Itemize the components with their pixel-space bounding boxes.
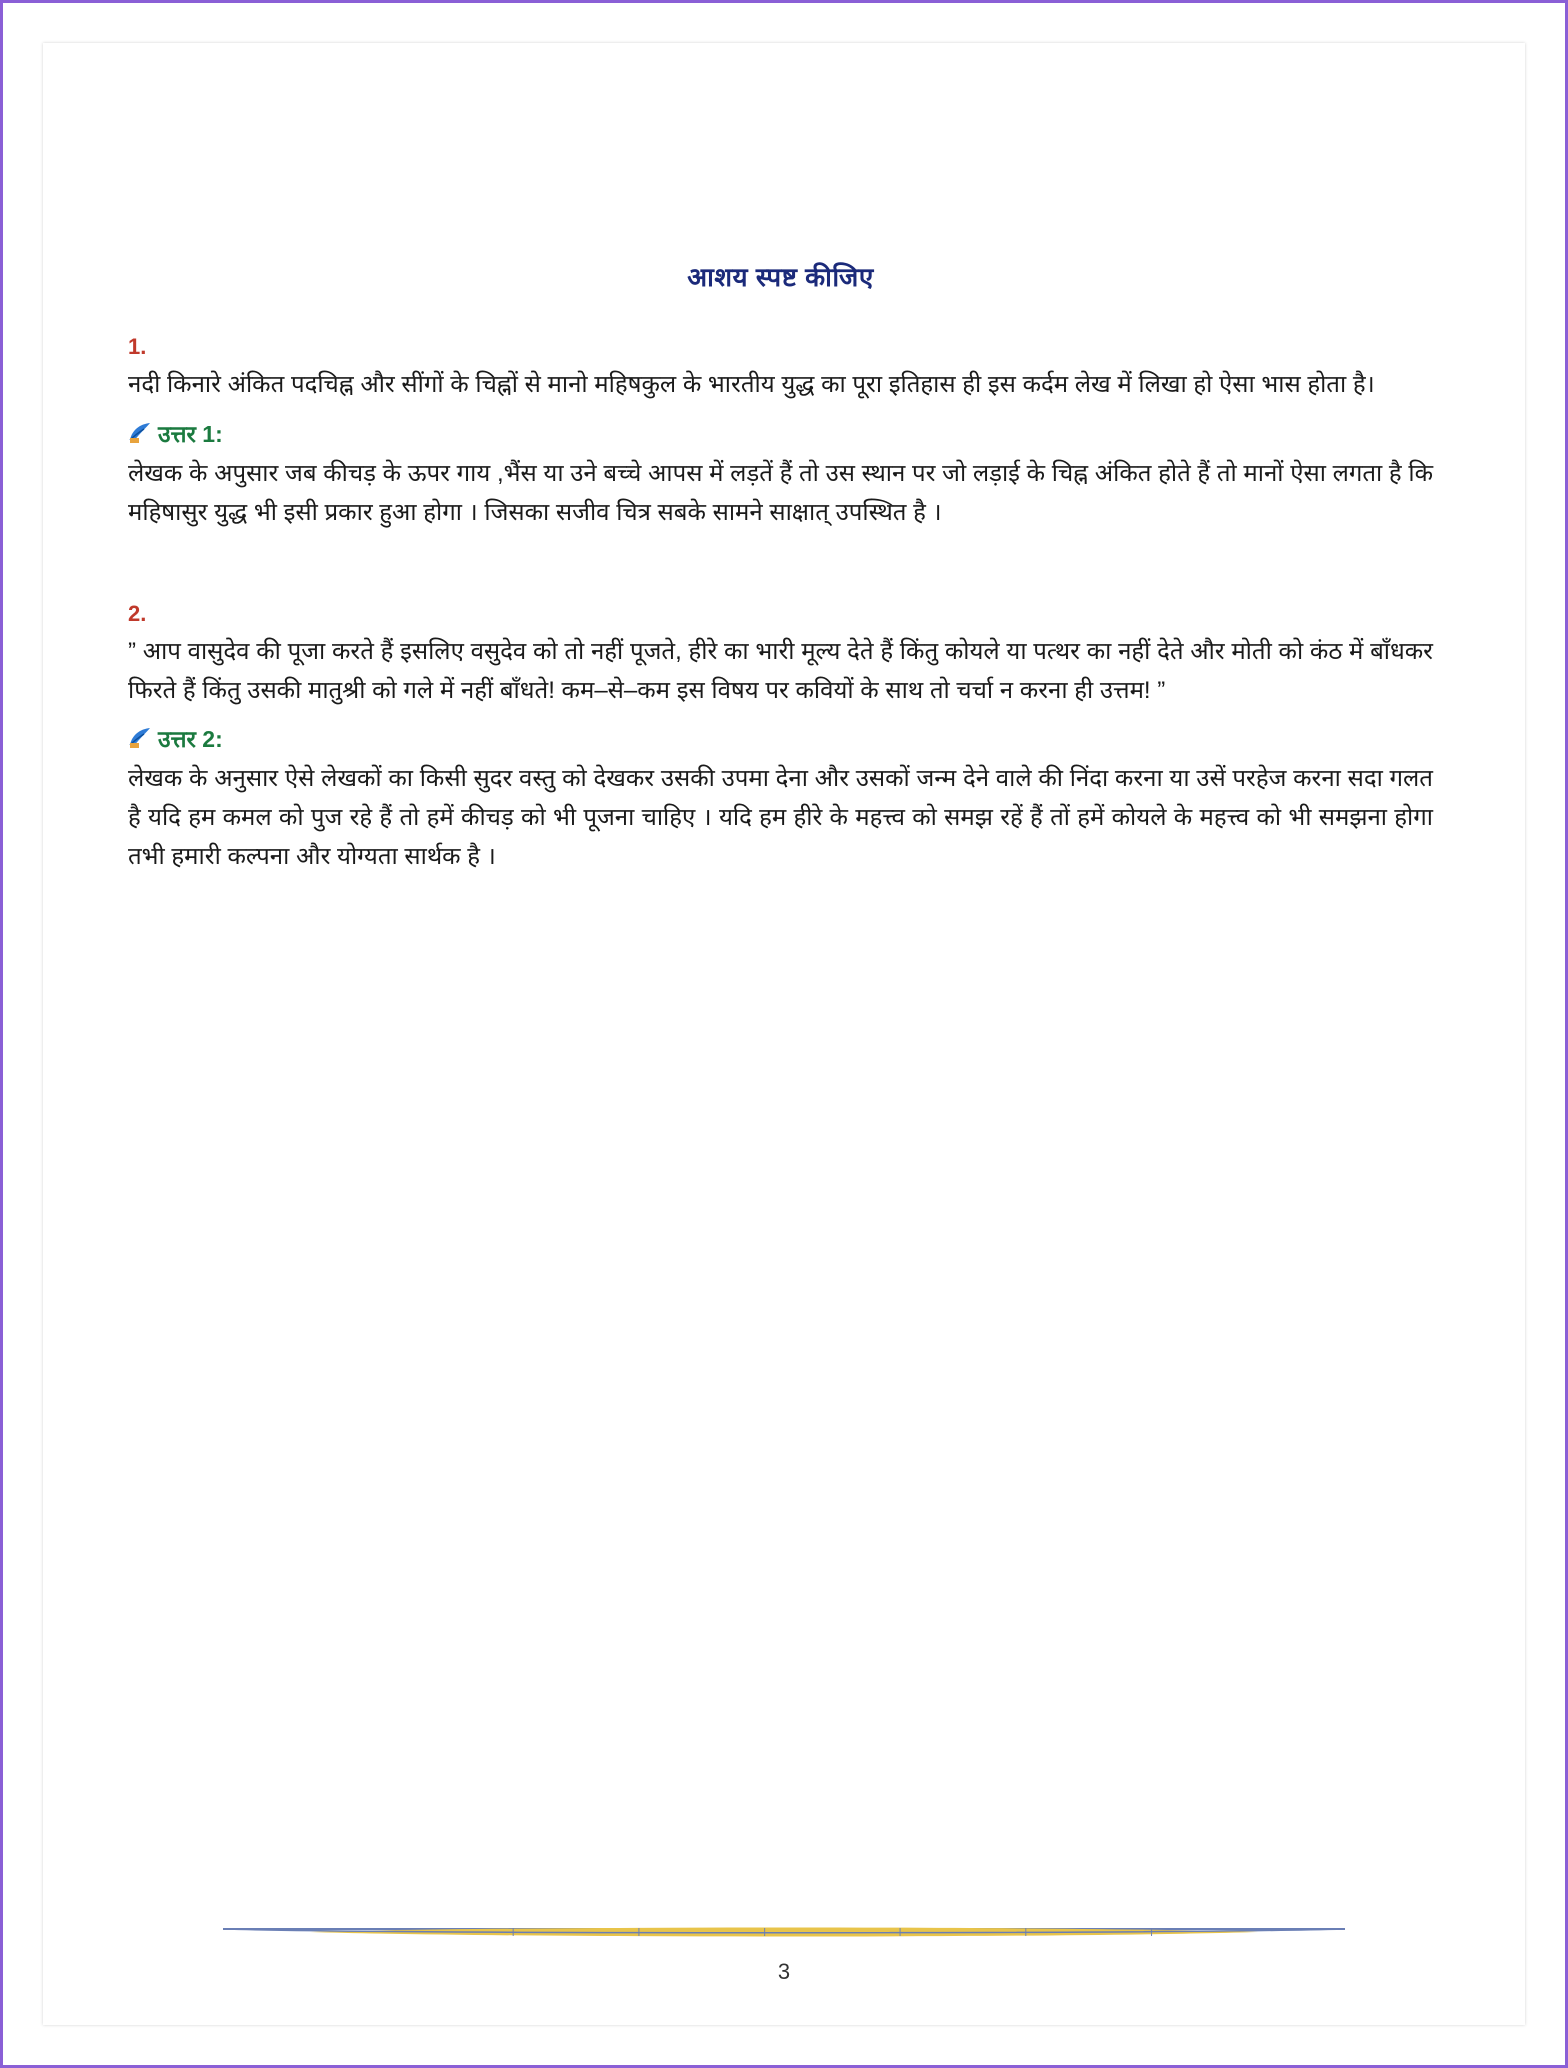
pencil-icon: [128, 421, 154, 445]
question-text: ” आप वासुदेव की पूजा करते हैं इसलिए वसुदेव को तो नहीं पूजते, हीरे का भारी मूल्य देते हैं किंतु कोयले या पत्थर का नहीं देते और मोती को कंठ में बाँधकर फिरते हैं किंतु उसकी मातुश्री को गले में नहीं बाँधते! कम–से–कम इस विषय पर कवियों के साथ तो चर्चा न करना ही उत्तम! ”: [128, 637, 1433, 704]
question-text: नदी किनारे अंकित पदचिह्न और सींगों के चिह्नों से मानो महिषकुल के भारतीय युद्ध का पूरा इतिहास ही इस कर्दम लेख में लिखा हो ऐसा भास होता है।: [128, 371, 1375, 398]
footer-divider: [223, 1925, 1345, 1939]
question-number: 2.: [128, 600, 147, 626]
qa-block: [128, 334, 1433, 533]
page-sheet: [43, 43, 1525, 2025]
answer-heading: [128, 722, 1433, 754]
pencil-icon: [128, 726, 154, 750]
question-number: 1.: [128, 334, 147, 359]
answer-heading: [128, 417, 1433, 449]
page-title: आशय स्पष्ट कीजिए: [687, 262, 874, 292]
qa-block: [128, 601, 1433, 877]
document-content: [128, 258, 1433, 945]
answer-label: उत्तर 1:: [158, 420, 223, 447]
page-number: 3: [777, 1959, 791, 1984]
answer-text: लेखक के अनुसार ऐसे लेखकों का किसी सुदर वस्तु को देखकर उसकी उपमा देना और उसकों जन्म देने वाले की निंदा करना या उसें परहेज करना सदा गलत है यदि हम कमल को पुज रहे हैं तो हमें कीचड़ को भी पूजना चाहिए । यदि हम हीरे के महत्त्व को समझ रहें हैं तों हमें कोयले के महत्त्व को भी समझना होगा तभी हमारी कल्पना और योग्यता सार्थक है ।: [128, 765, 1433, 871]
answer-label: उत्तर 2:: [158, 726, 223, 753]
answer-text: लेखक के अपुसार जब कीचड़ के ऊपर गाय ,भैंस या उने बच्चे आपस में लड़तें हैं तो उस स्थान पर जो लड़ाई के चिह्न अंकित होते हैं तो मानों ऐसा लगता है कि महिषासुर युद्ध भी इसी प्रकार हुआ होगा । जिसका सजीव चित्र सबके सामने साक्षात् उपस्थित है ।: [128, 459, 1433, 526]
